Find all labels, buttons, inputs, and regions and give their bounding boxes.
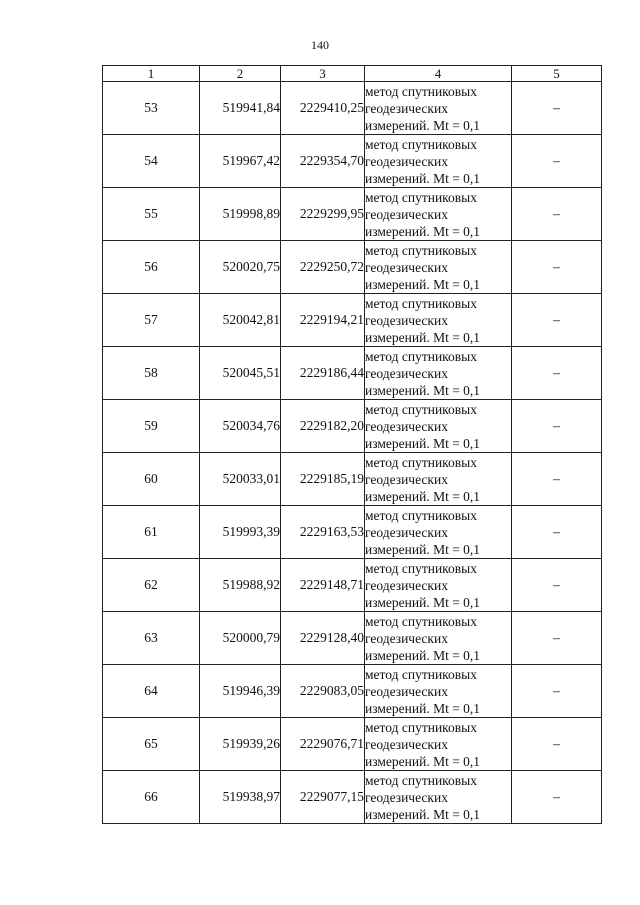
x-coordinate: 519938,97	[200, 771, 281, 824]
method-line: геодезических	[365, 100, 448, 116]
table-body	[103, 82, 602, 824]
page-number: 140	[311, 38, 329, 52]
table-row	[103, 453, 602, 506]
method-cell	[365, 135, 512, 188]
point-number: 65	[103, 718, 200, 771]
point-number: 53	[103, 82, 200, 135]
column-5-value: –	[512, 294, 602, 347]
column-5-value: –	[512, 241, 602, 294]
method-line: измерений. Mt = 0,1	[365, 700, 481, 716]
x-coordinate: 519941,84	[200, 82, 281, 135]
method-line: геодезических	[365, 153, 448, 169]
coordinates-table	[102, 65, 602, 824]
x-coordinate: 519939,26	[200, 718, 281, 771]
y-coordinate: 2229299,95	[281, 188, 365, 241]
y-coordinate: 2229076,71	[281, 718, 365, 771]
method-line: измерений. Mt = 0,1	[365, 753, 481, 769]
column-5-value: –	[512, 453, 602, 506]
table-row	[103, 241, 602, 294]
x-coordinate: 520034,76	[200, 400, 281, 453]
x-coordinate: 520033,01	[200, 453, 281, 506]
table-header-row	[103, 66, 602, 82]
y-coordinate: 2229410,25	[281, 82, 365, 135]
method-cell	[365, 718, 512, 771]
method-cell	[365, 506, 512, 559]
table-row	[103, 612, 602, 665]
column-5-value: –	[512, 82, 602, 135]
point-number: 55	[103, 188, 200, 241]
method-line: измерений. Mt = 0,1	[365, 806, 481, 822]
method-line: метод спутниковых	[365, 348, 477, 364]
method-cell	[365, 559, 512, 612]
table-row	[103, 559, 602, 612]
method-line: метод спутниковых	[365, 295, 477, 311]
method-line: метод спутниковых	[365, 242, 477, 258]
y-coordinate: 2229354,70	[281, 135, 365, 188]
method-line: измерений. Mt = 0,1	[365, 488, 481, 504]
method-line: измерений. Mt = 0,1	[365, 223, 481, 239]
table-row	[103, 506, 602, 559]
method-line: метод спутниковых	[365, 772, 477, 788]
method-cell	[365, 612, 512, 665]
method-line: геодезических	[365, 365, 448, 381]
column-5-value: –	[512, 612, 602, 665]
y-coordinate: 2229128,40	[281, 612, 365, 665]
method-cell	[365, 241, 512, 294]
method-line: измерений. Mt = 0,1	[365, 117, 481, 133]
column-5-value: –	[512, 347, 602, 400]
method-line: метод спутниковых	[365, 454, 477, 470]
point-number: 56	[103, 241, 200, 294]
method-cell	[365, 82, 512, 135]
x-coordinate: 520020,75	[200, 241, 281, 294]
point-number: 59	[103, 400, 200, 453]
point-number: 63	[103, 612, 200, 665]
y-coordinate: 2229148,71	[281, 559, 365, 612]
method-cell	[365, 400, 512, 453]
method-cell	[365, 665, 512, 718]
column-header-2: 2	[200, 66, 281, 82]
table-row	[103, 771, 602, 824]
column-5-value: –	[512, 665, 602, 718]
table-row	[103, 400, 602, 453]
y-coordinate: 2229077,15	[281, 771, 365, 824]
method-line: геодезических	[365, 471, 448, 487]
method-line: метод спутниковых	[365, 719, 477, 735]
table-row	[103, 294, 602, 347]
y-coordinate: 2229194,21	[281, 294, 365, 347]
point-number: 61	[103, 506, 200, 559]
method-line: геодезических	[365, 630, 448, 646]
method-line: измерений. Mt = 0,1	[365, 329, 481, 345]
method-cell	[365, 188, 512, 241]
column-5-value: –	[512, 188, 602, 241]
column-header-5: 5	[512, 66, 602, 82]
point-number: 64	[103, 665, 200, 718]
method-line: геодезических	[365, 524, 448, 540]
method-line: геодезических	[365, 418, 448, 434]
column-5-value: –	[512, 135, 602, 188]
method-line: метод спутниковых	[365, 507, 477, 523]
table-row	[103, 665, 602, 718]
method-cell	[365, 347, 512, 400]
method-cell	[365, 771, 512, 824]
y-coordinate: 2229163,53	[281, 506, 365, 559]
method-line: метод спутниковых	[365, 560, 477, 576]
method-line: геодезических	[365, 206, 448, 222]
method-line: метод спутниковых	[365, 83, 477, 99]
method-line: метод спутниковых	[365, 666, 477, 682]
method-line: измерений. Mt = 0,1	[365, 541, 481, 557]
x-coordinate: 520042,81	[200, 294, 281, 347]
y-coordinate: 2229185,19	[281, 453, 365, 506]
method-line: метод спутниковых	[365, 613, 477, 629]
column-5-value: –	[512, 771, 602, 824]
y-coordinate: 2229186,44	[281, 347, 365, 400]
method-line: метод спутниковых	[365, 189, 477, 205]
method-line: геодезических	[365, 736, 448, 752]
point-number: 62	[103, 559, 200, 612]
table-row	[103, 135, 602, 188]
table-row	[103, 82, 602, 135]
y-coordinate: 2229182,20	[281, 400, 365, 453]
point-number: 57	[103, 294, 200, 347]
x-coordinate: 519967,42	[200, 135, 281, 188]
x-coordinate: 519988,92	[200, 559, 281, 612]
column-5-value: –	[512, 559, 602, 612]
x-coordinate: 519998,89	[200, 188, 281, 241]
method-line: измерений. Mt = 0,1	[365, 276, 481, 292]
y-coordinate: 2229083,05	[281, 665, 365, 718]
method-line: измерений. Mt = 0,1	[365, 435, 481, 451]
point-number: 66	[103, 771, 200, 824]
method-line: измерений. Mt = 0,1	[365, 382, 481, 398]
point-number: 54	[103, 135, 200, 188]
x-coordinate: 520000,79	[200, 612, 281, 665]
method-line: геодезических	[365, 259, 448, 275]
column-header-4: 4	[365, 66, 512, 82]
y-coordinate: 2229250,72	[281, 241, 365, 294]
column-5-value: –	[512, 718, 602, 771]
method-line: метод спутниковых	[365, 401, 477, 417]
column-5-value: –	[512, 400, 602, 453]
x-coordinate: 519946,39	[200, 665, 281, 718]
method-line: метод спутниковых	[365, 136, 477, 152]
column-5-value: –	[512, 506, 602, 559]
point-number: 60	[103, 453, 200, 506]
table-row	[103, 347, 602, 400]
method-cell	[365, 453, 512, 506]
table-row	[103, 718, 602, 771]
method-line: измерений. Mt = 0,1	[365, 170, 481, 186]
method-line: геодезических	[365, 789, 448, 805]
column-header-3: 3	[281, 66, 365, 82]
column-header-1: 1	[103, 66, 200, 82]
x-coordinate: 519993,39	[200, 506, 281, 559]
method-line: геодезических	[365, 312, 448, 328]
table-row	[103, 188, 602, 241]
method-cell	[365, 294, 512, 347]
x-coordinate: 520045,51	[200, 347, 281, 400]
method-line: измерений. Mt = 0,1	[365, 647, 481, 663]
point-number: 58	[103, 347, 200, 400]
method-line: геодезических	[365, 683, 448, 699]
method-line: измерений. Mt = 0,1	[365, 594, 481, 610]
method-line: геодезических	[365, 577, 448, 593]
